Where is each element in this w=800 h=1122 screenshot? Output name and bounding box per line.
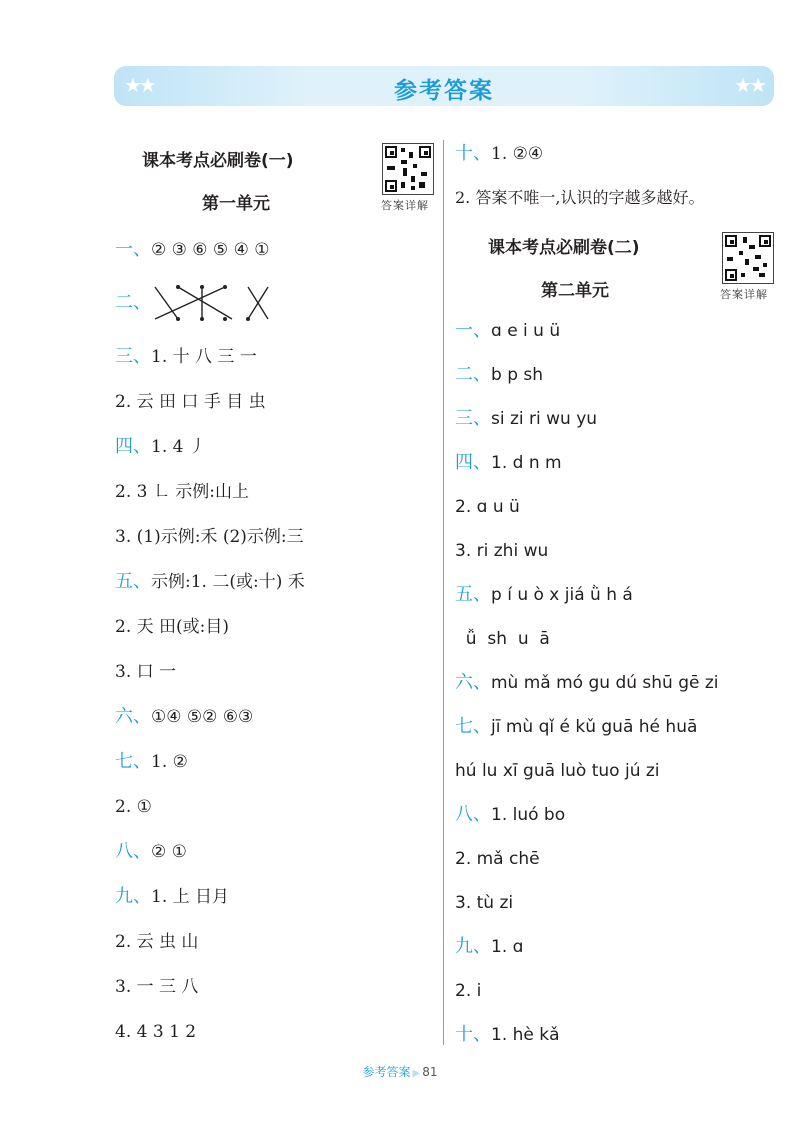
list-item: 四、1. d n m — [455, 452, 562, 473]
list-item: 四、1. 4 丿 — [115, 436, 206, 457]
page-title: 参考答案 — [394, 78, 494, 104]
list-item: ǚ sh u ā — [455, 629, 550, 649]
list-item: 2. 3 ㇗ 示例:山上 — [115, 482, 249, 502]
answer-banner — [114, 66, 774, 106]
list-item: 一、ɑ e i u ü — [455, 320, 561, 341]
footer-label: 参考答案 — [362, 1065, 411, 1079]
qr-code-icon — [382, 143, 434, 195]
list-item: 十、1. ②④ — [455, 143, 544, 164]
list-item: 3. 口 一 — [115, 662, 177, 682]
page-number: 81 — [422, 1065, 438, 1079]
page-footer — [0, 1063, 800, 1080]
list-item: 4. 4 3 1 2 — [115, 1022, 197, 1042]
list-item: 九、1. ɑ — [455, 936, 524, 957]
list-item: 七、1. ② — [115, 751, 188, 772]
list-item: 3. 一 三 八 — [115, 977, 199, 997]
list-item: 三、si zi ri wu yu — [455, 408, 598, 429]
list-item: 五、示例:1. 二(或:十) 禾 — [115, 571, 305, 592]
list-item: 2. ① — [115, 797, 152, 817]
qr-caption: 答案详解 — [720, 288, 768, 301]
star-icon: ★★ — [734, 73, 764, 97]
matching-lines-diagram — [150, 283, 275, 325]
list-item: 2. ɑ u ü — [455, 497, 520, 517]
list-item: 3. tù zi — [455, 893, 514, 913]
list-item: 八、1. luó bo — [455, 804, 566, 825]
list-item: 七、jī mù qǐ é kǔ guā hé huā — [455, 716, 698, 737]
list-item: 2. 云 虫 山 — [115, 932, 199, 952]
list-item: 3. (1)示例:禾 (2)示例:三 — [115, 527, 304, 547]
left-unit-heading: 第一单元 — [202, 194, 270, 214]
list-item: 2. 天 田(或:目) — [115, 617, 230, 637]
list-item: 三、1. 十 八 三 一 — [115, 346, 257, 367]
list-item: 二、 — [115, 292, 151, 313]
list-item: 2. mǎ chē — [455, 849, 540, 869]
qr-caption: 答案详解 — [381, 199, 429, 212]
list-item: 3. ri zhi wu — [455, 541, 549, 561]
column-divider — [443, 140, 444, 1045]
list-item: hú lu xī guā luò tuo jú zi — [455, 761, 660, 781]
list-item: 2. 答案不唯一,认识的字越多越好。 — [455, 188, 705, 207]
qr-code-icon — [722, 232, 774, 284]
list-item: 二、b p sh — [455, 364, 544, 385]
left-section-heading: 课本考点必刷卷(一) — [142, 151, 294, 171]
list-item: 五、p í u ò x jiá ǜ h á — [455, 584, 633, 605]
list-item: 九、1. 上 日月 — [115, 886, 230, 907]
list-item: 2. 云 田 口 手 目 虫 — [115, 392, 266, 412]
list-item: 六、①④ ⑤② ⑥③ — [115, 706, 254, 727]
list-item: 2. i — [455, 981, 482, 1001]
list-item: 八、② ① — [115, 841, 187, 862]
list-item: 六、mù mǎ mó gu dú shū gē zi — [455, 672, 719, 693]
list-item: 一、② ③ ⑥ ⑤ ④ ① — [115, 239, 270, 260]
triangle-right-icon: ▶ — [412, 1068, 421, 1079]
right-unit-heading: 第二单元 — [541, 281, 609, 301]
list-item: 十、1. hè kǎ — [455, 1024, 560, 1045]
star-icon: ★★ — [124, 73, 154, 97]
right-section-heading: 课本考点必刷卷(二) — [488, 238, 640, 258]
